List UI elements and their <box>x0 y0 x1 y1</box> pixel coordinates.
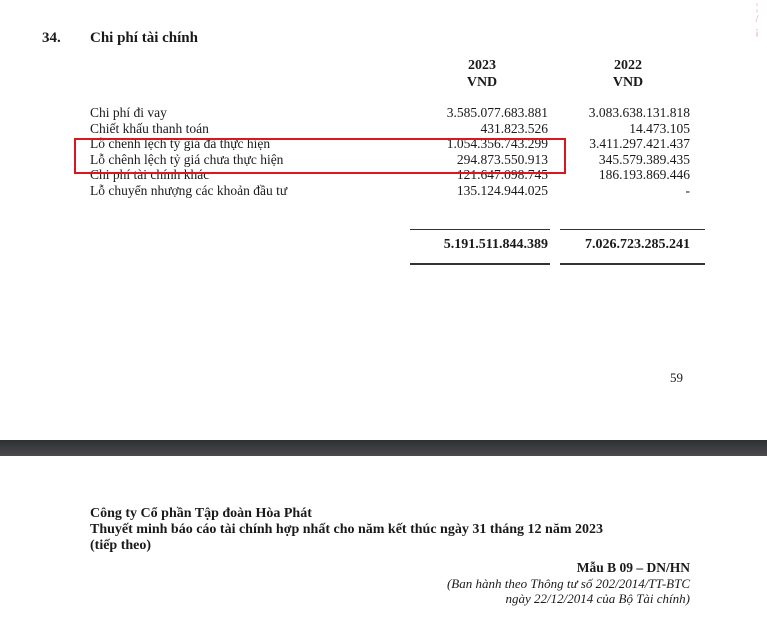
total-value-2023: 5.191.511.844.389 <box>443 237 548 252</box>
issued-by-line-1: (Ban hành theo Thông tư số 202/2014/TT-BTC <box>446 576 690 591</box>
row-value-2022: 3.411.297.421.437 <box>589 136 690 151</box>
row-value-2022: - <box>685 182 690 198</box>
row-label: Lỗ chênh lệch tỷ giá chưa thực hiện <box>90 151 284 167</box>
form-code: Mẫu B 09 – DN/HN <box>576 560 690 575</box>
row-value-2022: 186.193.869.446 <box>598 167 690 182</box>
table-row <box>0 105 767 121</box>
total-value-2022: 7.026.723.285.241 <box>585 237 690 252</box>
row-label: Chiết khấu thanh toán <box>90 120 209 136</box>
column-unit: VND <box>612 75 644 90</box>
edge-stamp-mark: ¦ / ¡ <box>755 2 759 37</box>
continued-note: (tiếp theo) <box>90 538 152 553</box>
row-label: Lỗ chuyển nhượng các khoản đầu tư <box>90 182 288 198</box>
page-number: 59 <box>670 370 683 385</box>
row-label: Lỗ chênh lệch tỷ giá đã thực hiện <box>90 136 271 151</box>
row-label: Chi phí đi vay <box>90 105 167 120</box>
column-unit: VND <box>466 75 498 90</box>
section-number: 34. <box>42 30 61 46</box>
section-title: Chi phí tài chính <box>90 30 198 46</box>
row-value-2022: 345.579.389.435 <box>598 151 690 167</box>
company-name: Công ty Cổ phần Tập đoàn Hòa Phát <box>90 506 312 521</box>
row-value-2023: 1.054.356.743.299 <box>446 136 548 151</box>
total-rule-bottom <box>410 263 550 265</box>
highlight-box <box>74 138 566 174</box>
column-header-2022 <box>578 57 678 91</box>
column-header-2023 <box>432 57 532 91</box>
document-page-bottom <box>0 456 767 621</box>
column-year: 2023 <box>468 58 496 73</box>
row-label: Chi phí tài chính khác <box>90 167 210 182</box>
row-value-2023: 294.873.550.913 <box>456 151 548 167</box>
issued-by-line-2: ngày 22/12/2014 của Bộ Tài chính) <box>505 591 690 606</box>
total-rule-top <box>560 229 705 230</box>
table-row <box>0 183 767 199</box>
row-value-2022: 3.083.638.131.818 <box>588 105 690 120</box>
column-year: 2022 <box>614 58 642 73</box>
page-divider <box>0 440 767 456</box>
row-value-2023: 431.823.526 <box>480 120 548 136</box>
table-row <box>0 121 767 137</box>
row-value-2023: 135.124.944.025 <box>456 182 548 198</box>
row-value-2023: 3.585.077.683.881 <box>446 105 548 120</box>
row-value-2023: 121.647.098.745 <box>456 167 548 182</box>
row-value-2022: 14.473.105 <box>629 120 690 136</box>
total-rule-top <box>410 229 550 230</box>
total-rule-bottom <box>560 263 705 265</box>
report-subtitle: Thuyết minh báo cáo tài chính hợp nhất cho năm kết thúc ngày 31 tháng 12 năm 2023 <box>90 522 604 537</box>
